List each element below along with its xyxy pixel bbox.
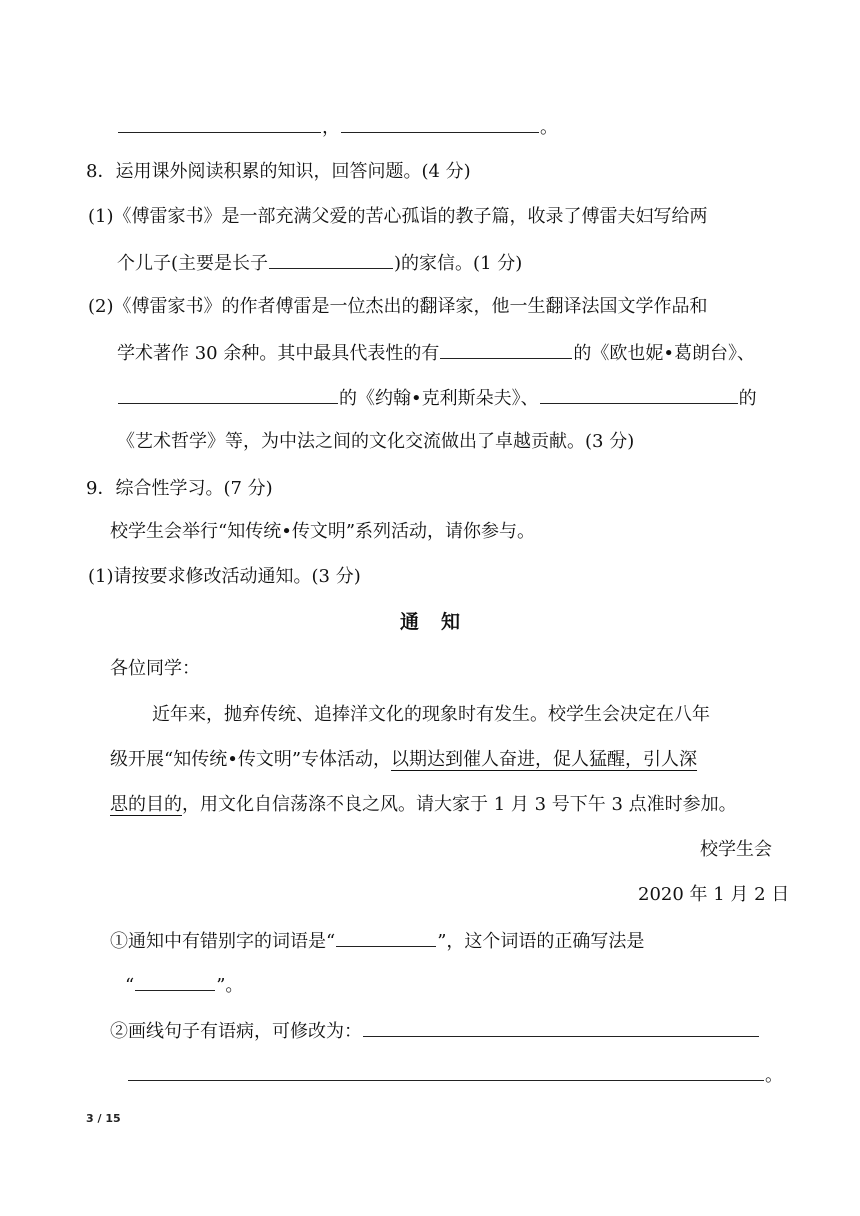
q8-p2-line2 — [117, 340, 755, 366]
notice-salutation: 各位同学： — [110, 658, 200, 679]
answer-blank[interactable] — [135, 972, 215, 991]
text: 的《约翰•克利斯朵夫》、 — [339, 388, 539, 409]
q9-sub1-line2 — [125, 972, 243, 998]
q8-p1-line2 — [117, 250, 522, 276]
text: ”，这个词语的正确写法是 — [437, 931, 645, 952]
text: ①通知中有错别字的词语是“ — [110, 931, 336, 952]
text: 的《欧也妮•葛朗台》、 — [573, 343, 755, 364]
page-number: 3 / 15 — [86, 1112, 121, 1125]
notice-body-line3 — [110, 793, 737, 817]
text: 级开展“知传统•传文明”专体活动， — [110, 749, 392, 770]
answer-blank[interactable] — [118, 114, 321, 133]
text: 的 — [738, 388, 757, 409]
q9-intro: 校学生会举行“知传统•传文明”系列活动，请你参与。 — [110, 521, 536, 542]
answer-blank[interactable] — [336, 928, 436, 947]
text: )的家信。(1 分) — [394, 253, 523, 274]
answer-blank[interactable] — [269, 250, 393, 269]
text: 个儿子(主要是长子 — [117, 253, 269, 274]
answer-blank[interactable] — [118, 385, 338, 404]
answer-line-top — [117, 114, 558, 140]
q8-p2-line1: (2)《傅雷家书》的作者傅雷是一位杰出的翻译家，他一生翻译法国文学作品和 — [88, 296, 708, 317]
notice-title: 通知 — [400, 611, 483, 633]
q9-heading: 9．综合性学习。(7 分) — [86, 478, 273, 499]
text: ”。 — [216, 975, 244, 996]
q8-p1-line1: (1)《傅雷家书》是一部充满父爱的苦心孤诣的教子篇，收录了傅雷夫妇写给两 — [88, 206, 708, 227]
text: 学术著作 30 余种。其中最具代表性的有 — [117, 343, 440, 364]
answer-blank[interactable] — [540, 385, 738, 404]
notice-signature: 校学生会 — [700, 839, 772, 860]
text: ，用文化自信荡涤不良之风。请大家于 1 月 3 号下午 3 点准时参加。 — [182, 794, 737, 815]
q9-sub2-line2 — [127, 1062, 783, 1088]
punct: 。 — [765, 1065, 783, 1086]
q8-p2-line3 — [117, 385, 757, 411]
answer-blank[interactable] — [363, 1018, 759, 1037]
q8-heading: 8．运用课外阅读积累的知识，回答问题。(4 分) — [86, 161, 471, 182]
q9-p1: (1)请按要求修改活动通知。(3 分) — [88, 566, 361, 587]
notice-body-line1: 近年来，抛弃传统、追捧洋文化的现象时有发生。校学生会决定在八年 — [152, 704, 710, 725]
punct: 。 — [540, 117, 558, 138]
text: “ — [125, 975, 135, 996]
q9-sub2-line1 — [110, 1018, 760, 1044]
q8-p2-line4: 《艺术哲学》等，为中法之间的文化交流做出了卓越贡献。(3 分) — [117, 431, 635, 452]
underlined-sentence: 思的目的 — [110, 794, 182, 815]
notice-date: 2020 年 1 月 2 日 — [638, 884, 790, 905]
underlined-sentence: 以期达到催人奋进，促人猛醒，引人深 — [391, 749, 698, 770]
q9-sub1-line1 — [110, 928, 644, 954]
answer-blank[interactable] — [128, 1062, 764, 1081]
text: ②画线句子有语病，可修改为： — [110, 1021, 362, 1042]
answer-blank[interactable] — [440, 340, 572, 359]
answer-blank[interactable] — [341, 114, 539, 133]
punct: ， — [322, 117, 340, 138]
notice-body-line2 — [110, 748, 697, 772]
